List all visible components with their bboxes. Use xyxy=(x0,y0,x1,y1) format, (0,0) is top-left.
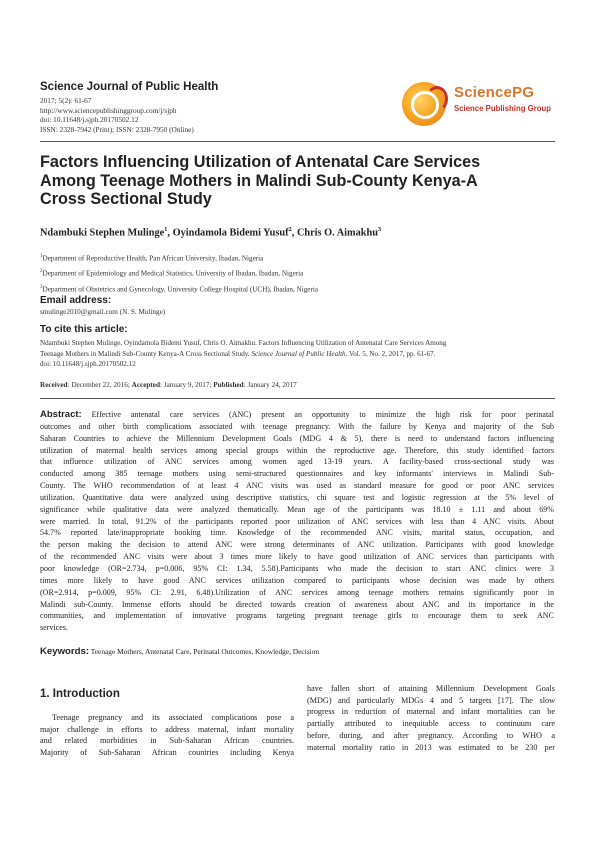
journal-doi[interactable]: doi: 10.11648/j.sjph.20170502.12 xyxy=(40,115,139,125)
citation-text: Ndambuki Stephen Mulinge, Oyindamola Bidemi Yusuf, Chris O. Aimakhu. Factors Influencing Utilization of Antenatal Care Services Among Teenage Mothers in Malindi Sub-County Kenya-A Cross Sectional Study. Science Journal of Public Health. Vol. 5, No. 2, 2017, pp. 61-67. doi: 10.11648/j.sjph.20170502.12 xyxy=(40,339,447,369)
affiliations xyxy=(40,250,318,296)
keywords-label: Keywords: xyxy=(40,646,90,657)
sciencepg-logo-icon xyxy=(402,82,446,126)
author-name: Oyindamola Bidemi Yusuf xyxy=(172,227,289,239)
journal-issn: ISSN: 2328-7942 (Print); ISSN: 2328-7950 (Online) xyxy=(40,124,194,134)
article-title xyxy=(40,153,560,209)
title-line-2: Among Teenage Mothers in Malindi Sub-County Kenya-A xyxy=(40,171,478,190)
email-label: Email address: xyxy=(40,295,112,306)
journal-url[interactable]: http://www.sciencepublishinggroup.com/j/sjph xyxy=(40,105,177,115)
abstract: Abstract: Effective antenatal care services (ANC) present an opportunity to minimize the high risk for poor perinatal outcomes and other birth complications associated with teenage pregnancy. With the failure by Kenya and majority of the Sub Saharan Countries to achieve the Millennium Development Goals (MDG 4 & 5), there is need to understand factors influencing utilization of maternal health services among special groups within the reproductive age. Therefore, this study identified factors that influence utilization of ANC services among women aged 13-19 years. A facility-based cross-sectional study was conducted among 385 teenage mothers using semi-structured questionnaires and key informants' interviews in Malindi Sub- County. The WHO recommendation of at least 4 ANC visits was used as standard measure for good or poor ANC services utilization. Quantitative data were analyzed using descriptive statistics, chi square test and logistic regression at the 5% level of significance while qualitative data were analyzed thematically. Mean age of the participants was 18.10 ± 1.11 and about 69% were married. In total, 91.2% of the participants reported poor utilization of ANC services with less than 4 ANC visits. About 54.7% reported late/inappropriate booking time. Knowledge of the recommended ANC visits, marital status, occupation, and the person making the decision to attend ANC were strong determinants of ANC utilization. Participants with good knowledge of the recommended ANC visits were about 3 times more likely to have good utilization of ANC services than participants with poor knowledge (OR=2.734, p=0.006, 95% CI: 1.34, 5.58).Participants who made the decision to start ANC clinics were 3 times more likely to have good ANC services utilization compared to participants whose decision was made by others (OR=2.914, p=0.009, 95% CI: 2.91, 6.48).Utilization of ANC services among teenage mothers remains significantly poor in Malindi sub-County. Immense efforts should be directed towards creation of awareness about ANC and its importance in the communities, and implementation of innovative programs targeting pregnant teenage girls to encourage them to seek ANC services. xyxy=(40,409,554,633)
journal-name: Science Journal of Public Health xyxy=(40,81,219,93)
header-divider xyxy=(40,141,555,142)
author-affil-mark: 3 xyxy=(377,226,382,233)
author-list: Ndambuki Stephen Mulinge$^1$, Oyindamola Bidemi Yusuf$^2$, Chris O. Aimakhu$^3$ xyxy=(40,226,382,239)
author-name: Chris O. Aimakhu xyxy=(296,227,378,239)
title-line-3: Cross Sectional Study xyxy=(40,190,212,209)
title-line-1: Factors Influencing Utilization of Antenatal Care Services xyxy=(40,153,481,171)
keywords xyxy=(40,646,319,657)
logo-name: SciencePG xyxy=(454,84,535,101)
affiliation-item: $^3$Department of Obstetrics and Gynecology, University College Hospital (UCH), Ibadan, Nigeria xyxy=(40,284,319,294)
section-heading-introduction: 1. Introduction xyxy=(40,688,120,700)
abstract-label: Abstract: xyxy=(40,409,82,420)
citation-doi[interactable]: doi: 10.11648/j.sjph.20170502.12 xyxy=(40,360,136,369)
affiliation-item: $^2$Department of Epidemiology and Medical Statistics, University of Ibadan, Ibadan, Nigeria xyxy=(40,269,304,278)
affiliation-item: $^1$Department of Reproductive Health, Pan African University, Ibadan, Nigeria xyxy=(40,254,264,263)
author-name: Ndambuki Stephen Mulinge xyxy=(40,227,165,239)
article-dates: Received: December 22, 2016; Accepted: January 9, 2017; Published: January 24, 2017 xyxy=(40,381,297,389)
email-link[interactable]: smulinge2010@gmail.com (N. S. Mulinge) xyxy=(40,308,166,316)
journal-meta xyxy=(40,96,194,134)
body-column-left: Teenage pregnancy and its associated complications pose a major challenge in efforts to address maternal, infant mortality and related morbidities in Sub-Saharan African countries. Majority of Sub-Saharan African countries including Kenya xyxy=(40,713,294,758)
keywords-value: Teenage Mothers, Antenatal Care, Perinatal Outcomes, Knowledge, Decision xyxy=(90,647,320,656)
author-affil-mark: 2 xyxy=(288,226,292,233)
citation-label: To cite this article: xyxy=(40,324,128,335)
body-column-right: have fallen short of attaining Millennium Development Goals (MDG) and particularly MDGs 4 and 5 targets [17]. The slow progress in reduction of maternal and infant mortalities can be partially attributed to inequitable access to continuum care before, during, and after pregnancy. According to WHO a maternal mortality ratio in 2013 was estimated to be 230 per xyxy=(307,684,555,752)
author-affil-mark: 1 xyxy=(164,226,168,233)
journal-issue: 2017; 5(2): 61-67 xyxy=(40,96,92,105)
logo-subtitle: Science Publishing Group xyxy=(454,104,552,113)
sciencepg-logo xyxy=(402,80,572,130)
abstract-divider xyxy=(40,398,555,399)
